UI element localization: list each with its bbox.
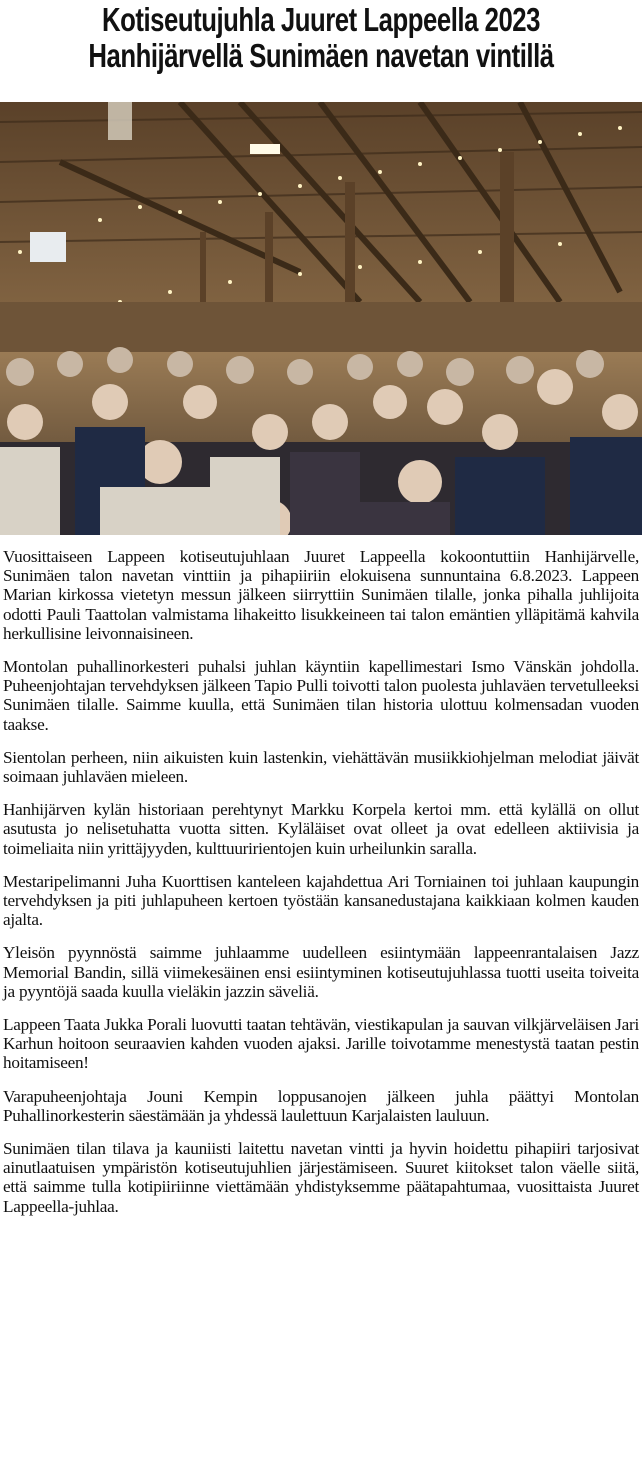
article-paragraph: Sientolan perheen, niin aikuisten kuin lastenkin, viehättävän musiikkiohjelman melodiat jäivät soimaan juhlaväen mieleen. xyxy=(3,747,639,787)
article-paragraph: Mestaripelimanni Juha Kuorttisen kanteleen kajahdettua Ari Torniainen toi juhlaan kaupungin tervehdyksen ja piti juhlapuheen kertoen työstään kansanedustajana kaikkiaan kolmen kauden ajalta. xyxy=(3,871,639,930)
article-paragraph: Hanhijärven kylän historiaan perehtynyt Markku Korpela kertoi mm. että kylällä on ollut asutusta jo nelisetuhatta vuotta sitten. Kyläläiset ovat olleet ja ovat edelleen aktiivisia ja toimeliaita niin yrittäjyyden, kulttuuririentojen kuin urheilunkin saralla. xyxy=(3,800,639,858)
article-paragraph: Varapuheenjohtaja Jouni Kempin loppusanojen jälkeen juhla päättyi Montolan Puhallinorkesterin säestämään ja yhdessä laulettuun Karjalaisten lauluun. xyxy=(3,1086,639,1125)
article-paragraph: Montolan puhallinorkesteri puhalsi juhlan käyntiin kapellimestari Ismo Vänskän johdolla. Puheenjohtajan tervehdyksen jälkeen Tapio Pulli toivotti talon puolesta juhlaväen tervetulleeksi Sunimäen tilalle. Saimme kuulla, että Sunimäen tilan historia ulottuu kolmensadan vuoden taakse. xyxy=(3,657,639,734)
headline-line-1: Kotiseutujuhla Juuret Lappeella 2023 xyxy=(101,1,541,38)
headline xyxy=(71,0,572,74)
article-paragraph: Sunimäen tilan tilava ja kauniisti laitettu navetan vintti ja hyvin hoidettu pihapiiri tarjosivat ainutlaatuisen ympäristön kotiseutujuhlien järjestämiseen. Suuret kiitokset talon väelle siitä, että saimme tulla kotipiiriinne viettämään yhdistyksemme päätapahtumaa, vuosittaista Juuret Lappeella-juhlaa. xyxy=(3,1139,639,1216)
article-paragraph: Yleisön pyynnöstä saimme juhlaamme uudelleen esiintymään lappeenrantalaisen Jazz Memorial Bandin, sillä viimekesäinen ensi esiintyminen kotiseutujuhlassa tuotti useita toiveita ja pyyntöjä saada kuulla vieläkin jazzin säveliä. xyxy=(3,943,639,1001)
barn-loft-audience-illustration xyxy=(0,102,642,535)
article-paragraph: Vuosittaiseen Lappeen kotiseutujuhlaan Juuret Lappeella kokoontuttiin Hanhijärvelle, Sunimäen talon navetan vinttiin ja pihapiiriin elokuisena sunnuntaina 6.8.2023. Lappeen Marian kirkossa vietetyn messun jälkeen siirryttiin Sunimäen tilalle, jonka pihalla juhlijoita odotti Pauli Taattolan valmistama lihakeitto lisukkeineen tai talon emäntien ylläpitämä kahvila herkullisine leivonnaisineen. xyxy=(3,547,639,643)
event-photo xyxy=(0,102,642,535)
headline-line-2: Hanhijärvellä Sunimäen navetan vintillä xyxy=(88,37,554,74)
article-body xyxy=(3,547,639,1230)
article-paragraph: Lappeen Taata Jukka Porali luovutti taatan tehtävän, viestikapulan ja sauvan vilkjärveläisen Jari Karhun hoitoon seuraavien kahden vuoden ajaksi. Jarille toivotamme menestystä taatan pestin hoitamiseen! xyxy=(3,1015,639,1073)
